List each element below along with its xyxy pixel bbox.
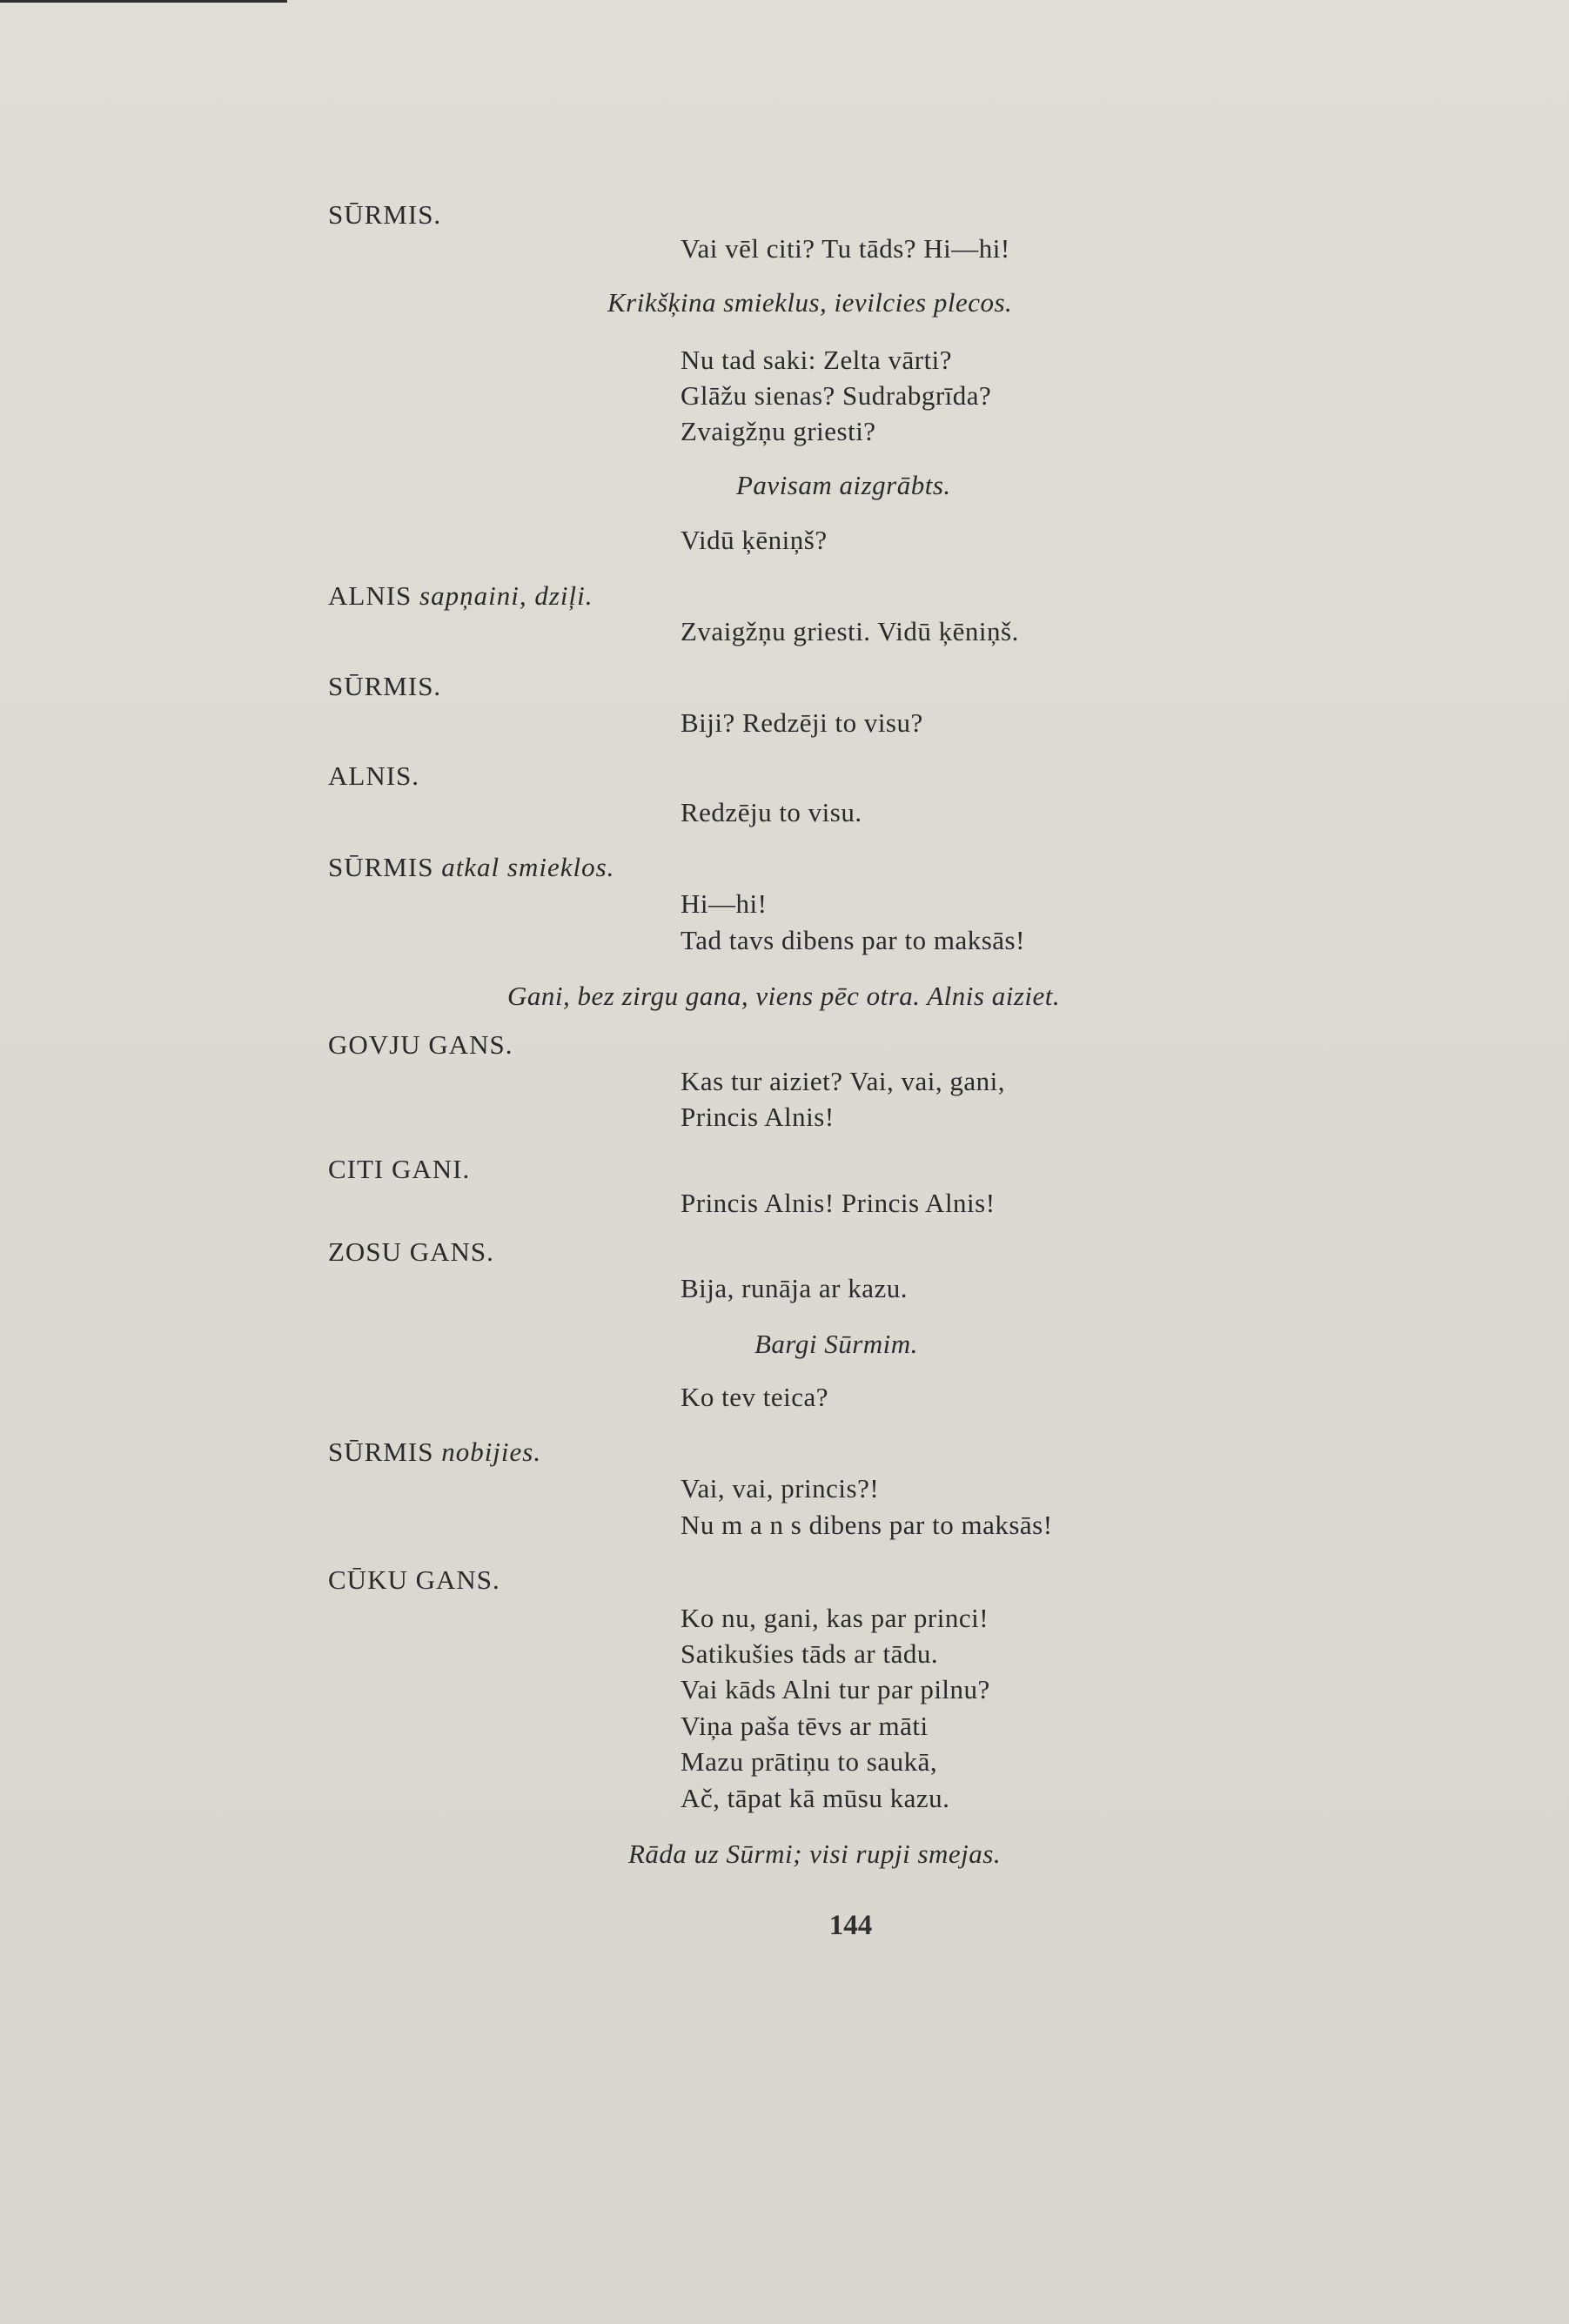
speech-line: Princis Alnis! (681, 1102, 835, 1132)
speech-line: Satikušies tāds ar tādu. (681, 1638, 939, 1669)
page-number: 144 (828, 1910, 873, 1941)
speaker-govju-gans: GOVJU GANS. (328, 1029, 513, 1060)
stage-direction-inline: atkal smieklos. (441, 852, 615, 882)
stage-direction: Gani, bez zirgu gana, viens pēc otra. Alnis aiziet. (507, 981, 1061, 1011)
speaker-alnis-2: ALNIS. (328, 760, 420, 791)
speaker-name: SŪRMIS (328, 1437, 434, 1467)
speech-line: Hi—hi! (681, 888, 768, 919)
speech-line: Tad tavs dibens par to maksās! (681, 925, 1025, 955)
speech-line: Nu m a n s dibens par to maksās! (681, 1510, 1053, 1540)
speech-line: Redzēju to visu. (681, 797, 862, 827)
speech-line: Vai, vai, princis?! (681, 1473, 880, 1504)
speech-line: Bija, runāja ar kazu. (681, 1273, 908, 1303)
stage-direction: Pavisam aizgrābts. (736, 470, 951, 500)
speaker-alnis-1 (328, 578, 593, 614)
speech-line: Vai kāds Alni tur par pilnu? (681, 1674, 990, 1704)
speaker-surmis-3 (328, 849, 614, 886)
speech-line: Glāžu sienas? Sudrabgrīda? (681, 380, 992, 411)
speaker-cuku-gans: CŪKU GANS. (328, 1564, 500, 1595)
speech-line: Kas tur aiziet? Vai, vai, gani, (681, 1066, 1006, 1096)
speech-line: Zvaigžņu griesti? (681, 416, 876, 446)
speech-line: Zvaigžņu griesti. Vidū ķēniņš. (681, 616, 1019, 646)
speaker-name: SŪRMIS (328, 852, 434, 882)
speech-line: Viņa paša tēvs ar māti (681, 1711, 929, 1741)
scan-edge-line (0, 0, 287, 3)
speaker-surmis-4 (328, 1434, 541, 1470)
speaker-zosu-gans: ZOSU GANS. (328, 1236, 494, 1267)
stage-direction: Rāda uz Sūrmi; visi rupji smejas. (628, 1838, 1002, 1869)
stage-direction-inline: sapņaini, dziļi. (419, 580, 593, 611)
speaker-surmis-1: SŪRMIS. (328, 199, 442, 230)
speech-line: Biji? Redzēji to visu? (681, 707, 923, 738)
speech-line: Vai vēl citi? Tu tāds? Hi—hi! (681, 233, 1010, 264)
speaker-citi-gani: CITI GANI. (328, 1154, 471, 1184)
stage-direction-inline: nobijies. (441, 1437, 542, 1467)
speaker-surmis-2: SŪRMIS. (328, 671, 442, 701)
speaker-name: ALNIS (328, 580, 412, 611)
speech-line: Princis Alnis! Princis Alnis! (681, 1188, 996, 1218)
speech-line: Ač, tāpat kā mūsu kazu. (681, 1783, 950, 1813)
speech-line: Ko nu, gani, kas par princi! (681, 1603, 989, 1633)
speech-line: Nu tad saki: Zelta vārti? (681, 345, 953, 375)
speech-line: Mazu prātiņu to saukā, (681, 1746, 938, 1777)
speech-line: Vidū ķēniņš? (681, 525, 828, 555)
speech-line: Ko tev teica? (681, 1382, 829, 1412)
stage-direction: Bargi Sūrmim. (754, 1329, 918, 1359)
stage-direction: Krikšķina smieklus, ievilcies plecos. (607, 287, 1013, 318)
